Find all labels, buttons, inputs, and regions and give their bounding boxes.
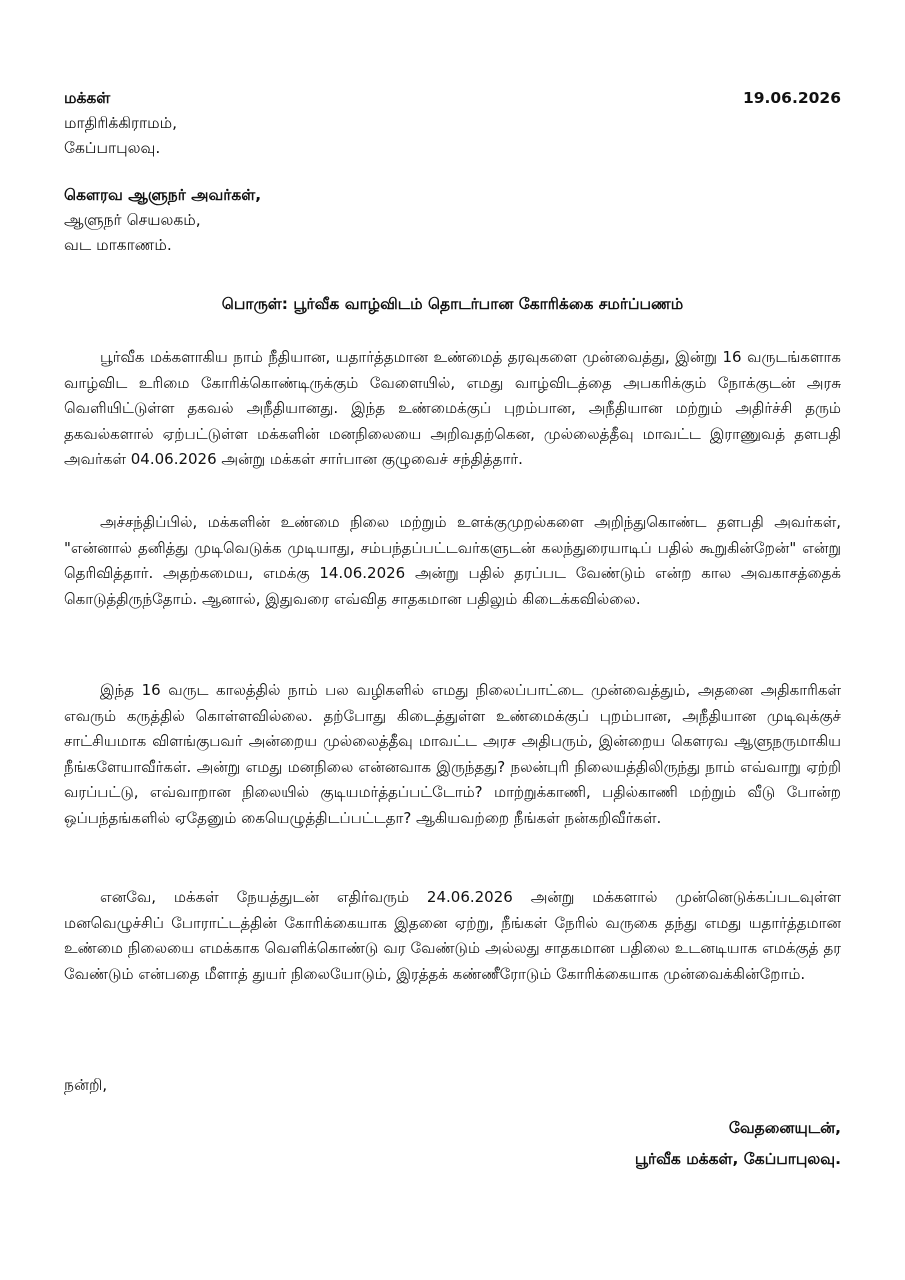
signature-line-2: பூர்வீக மக்கள், கேப்பாபுலவு.	[634, 1150, 841, 1168]
sender-address-line-2: கேப்பாபுலவு.	[64, 139, 161, 157]
closing-thanks: நன்றி,	[64, 1076, 108, 1094]
sender-address-line-1: மாதிரிக்கிராமம்,	[64, 114, 178, 132]
letter-subject: பொருள்: பூர்வீக வாழ்விடம் தொடர்பான கோரிக்கை சமர்ப்பணம்	[221, 295, 684, 313]
body-paragraph-4: எனவே, மக்கள் நேயத்துடன் எதிர்வரும் 24.06.2026 அன்று மக்களால் முன்னெடுக்கப்படவுள்ள மனவெழுச்சிப் போராட்டத்தின் கோரிக்கையாக இதனை ஏற்று, நீங்கள் நேரில் வருகை தந்து எமது யதார்த்தமான உண்மை நிலையை எமக்காக வெளிக்கொண்டு வர வேண்டும் அல்லது சாதகமான பதிலை உடனடியாக எமக்குத் தர வேண்டும் என்பதை மீளாத் துயர் நிலையோடும், இரத்தக் கண்ணீரோடும் கோரிக்கையாக முன்வைக்கின்றோம்.	[64, 888, 841, 983]
recipient-address-line-2: வட மாகாணம்.	[64, 236, 172, 254]
body-paragraph-3: இந்த 16 வருட காலத்தில் நாம் பல வழிகளில் எமது நிலைப்பாட்டை முன்வைத்தும், அதனை அதிகாரிகள் எவரும் கருத்தில் கொள்ளவில்லை. தற்போது கிடைத்துள்ள உண்மைக்குப் புறம்பான, அநீதியான முடிவுக்குச் சாட்சியமாக விளங்குபவர் அன்றைய முல்லைத்தீவு மாவட்ட அரச அதிபரும், இன்றைய கௌரவ ஆளுநருமாகிய நீங்களேயாவீர்கள். அன்று எமது மனநிலை என்னவாக இருந்தது? நலன்புரி நிலையத்திலிருந்து நாம் எவ்வாறு ஏற்றி வரப்பட்டு, எவ்வாறான நிலையில் குடியமர்த்தப்பட்டோம்? மாற்றுக்காணி, பதில்காணி மற்றும் வீடு போன்ற ஒப்பந்தங்களில் ஏதேனும் கையெழுத்திடப்பட்டதா? ஆகியவற்றை நீங்கள் நன்கறிவீர்கள்.	[64, 681, 841, 827]
body-paragraph-2: அச்சந்திப்பில், மக்களின் உண்மை நிலை மற்றும் உளக்குமுறல்களை அறிந்துகொண்ட தளபதி அவர்கள், "என்னால் தனித்து முடிவெடுக்க முடியாது, சம்பந்தப்பட்டவர்களுடன் கலந்துரையாடிப் பதில் கூறுகின்றேன்" என்று தெரிவித்தார். அதற்கமைய, எமக்கு 14.06.2026 அன்று பதில் தரப்பட வேண்டும் என்ற கால அவகாசத்தைக் கொடுத்திருந்தோம். ஆனால், இதுவரை எவ்வித சாதகமான பதிலும் கிடைக்கவில்லை.	[64, 513, 842, 608]
recipient-name: கௌரவ ஆளுநர் அவர்கள்,	[64, 186, 262, 204]
body-paragraph-1: பூர்வீக மக்களாகிய நாம் நீதியான, யதார்த்தமான உண்மைத் தரவுகளை முன்வைத்து, இன்று 16 வருடங்களாக வாழ்விட உரிமை கோரிக்கொண்டிருக்கும் வேளையில், எமது வாழ்விடத்தை அபகரிக்கும் நோக்குடன் அரசு வெளியிட்டுள்ள தகவல் அநீதியானது. இந்த உண்மைக்குப் புறம்பான, அநீதியான மற்றும் அதிர்ச்சி தரும் தகவல்களால் ஏற்பட்டுள்ள மக்களின் மனநிலையை அறிவதற்கென, முல்லைத்தீவு மாவட்ட இராணுவத் தளபதி அவர்கள் 04.06.2026 அன்று மக்கள் சார்பான குழுவைச் சந்தித்தார்.	[64, 348, 841, 468]
letter-date: 19.06.2026	[742, 89, 841, 107]
signature-line-1: வேதனையுடன்,	[728, 1119, 841, 1137]
sender-name: மக்கள்	[64, 89, 111, 107]
recipient-address-line-1: ஆளுநர் செயலகம்,	[64, 211, 201, 229]
